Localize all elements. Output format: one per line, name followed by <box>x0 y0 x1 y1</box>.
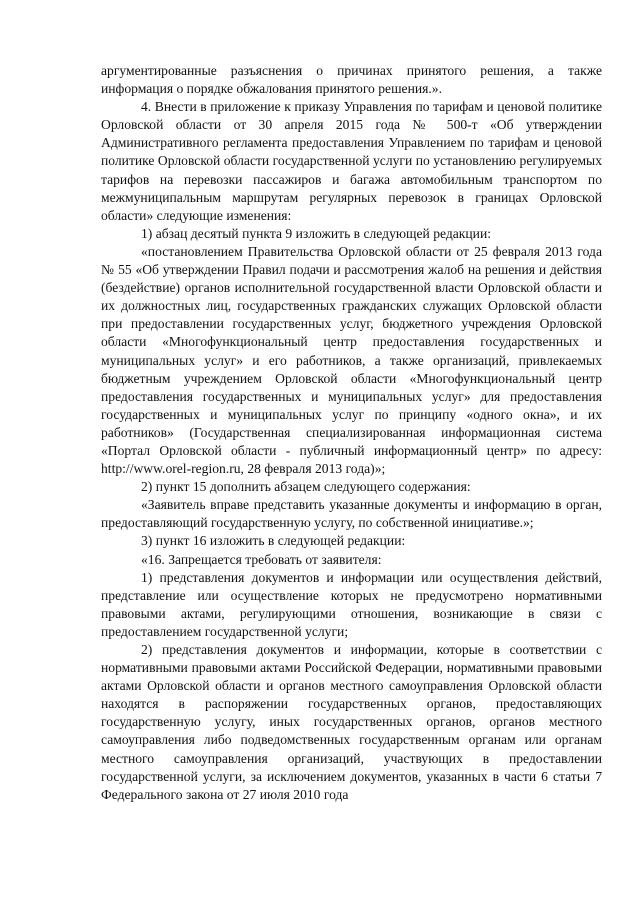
paragraph-item-4: 4. Внести в приложение к приказу Управления по тарифам и ценовой политике Орловской области от 30 апреля 2015 года № 500-т «Об утверждении Административного регламента предоставления Управлением по тарифам и ценовой политике Орловской области государственной услуги по установлению регулируемых тарифов на перевозки пассажиров и багажа автомобильным транспортом по межмуниципальным маршрутам регулярных перевозок в границах Орловской области» следующие изменения: <box>101 99 602 223</box>
paragraph-continuation: аргументированные разъяснения о причинах принятого решения, а также информация о порядке обжалования принятого решения.». <box>101 63 602 97</box>
document-body <box>101 62 602 804</box>
paragraph-point-16-1: 1) представления документов и информации или осуществления действий, представление или осуществление которых не предусмотрено нормативными правовыми актами, регулирующими отношения, возникающие в связи с предоставлением государственной услуги; <box>101 569 602 639</box>
paragraph-subitem-3: 3) пункт 16 изложить в следующей редакции: <box>141 533 406 549</box>
paragraph-point-16: «16. Запрещается требовать от заявителя: <box>141 551 382 567</box>
paragraph-quote-resolution: «постановлением Правительства Орловской области от 25 февраля 2013 года № 55 «Об утверждении Правил подачи и рассмотрения жалоб на решения и действия (бездействие) органов исполнительной государственной власти Орловской области и их должностных лиц, государственных гражданских служащих Орловской области при предоставлении государственных услуг, бюджетного учреждения Орловской области «Многофункциональный центр предоставления государственных и муниципальных услуг» и его работников, а также организаций, привлекаемых бюджетным учреждением Орловской области «Многофункциональный центр предоставления государственных и муниципальных услуг» для предоставления государственных и муниципальных услуг по принципу «одного окна», и их работников» (Государственная специализированная информационная система «Портал Орловской области - публичный информационный центр» по адресу: http://www.orel-region.ru, 28 февраля 2013 года)»; <box>101 243 602 477</box>
paragraph-point-16-2: 2) представления документов и информации, которые в соответствии с нормативными правовыми актами Российской Федерации, нормативными правовыми актами Орловской области и органов местного самоуправления Орловской области находятся в распоряжении государственных органов, предоставляющих государственную услугу, иных государственных органов, органов местного самоуправления либо подведомственных государственным органам или органам местного самоуправления организаций, участвующих в предоставлении государственной услуги, за исключением документов, указанных в части 6 статьи 7 Федерального закона от 27 июля 2010 года <box>101 642 602 802</box>
paragraph-quote-applicant: «Заявитель вправе представить указанные документы и информацию в орган, предоставляющий государственную услугу, по собственной инициативе.»; <box>101 497 602 531</box>
paragraph-subitem-1: 1) абзац десятый пункта 9 изложить в следующей редакции: <box>141 225 492 241</box>
paragraph-subitem-2: 2) пункт 15 дополнить абзацем следующего содержания: <box>141 479 471 495</box>
